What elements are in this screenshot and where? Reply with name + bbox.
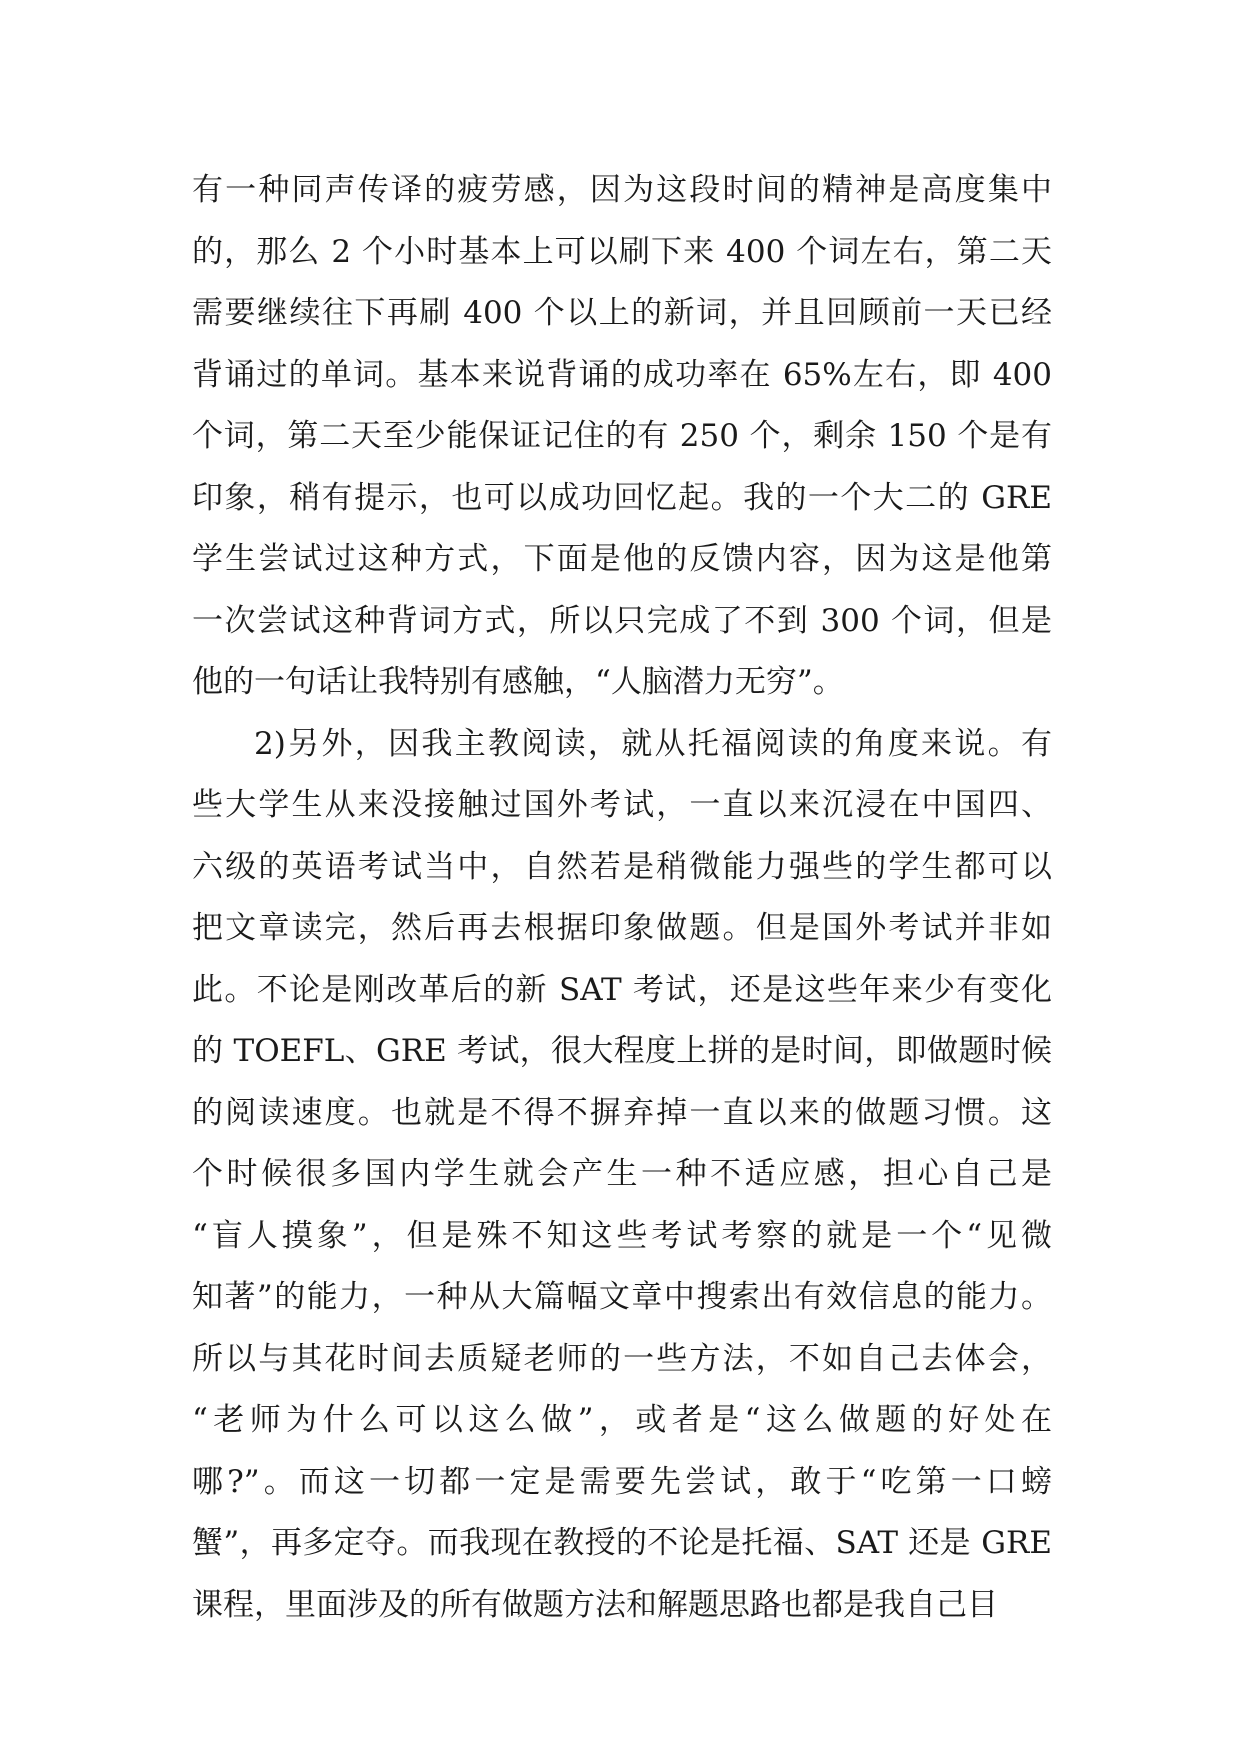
text-line: 2)另外，因我主教阅读，就从托福阅读的角度来说。有 [254, 725, 1052, 762]
text-line: 有一种同声传译的疲劳感，因为这段时间的精神是高度集中 [192, 172, 1052, 208]
text-line: 课程，里面涉及的所有做题方法和解题思路也都是我自己目 [192, 1586, 998, 1623]
text-line: 六级的英语考试当中，自然若是稍微能力强些的学生都可以 [192, 848, 1052, 885]
text-line: 个词，第二天至少能保证记住的有 250 个，剩余 150 个是有 [192, 418, 1052, 454]
text-line: 的 TOEFL、GRE 考试，很大程度上拼的是时间，即做题时候 [192, 1033, 1052, 1069]
text-line: 的阅读速度。也就是不得不摒弃掉一直以来的做题习惯。这 [192, 1094, 1052, 1131]
text-line: 哪?”。而这一切都一定是需要先尝试，敢于“吃第一口螃 [192, 1463, 1052, 1500]
text-line: “盲人摸象”，但是殊不知这些考试考察的就是一个“见微 [192, 1217, 1052, 1254]
text-line: 些大学生从来没接触过国外考试，一直以来沉浸在中国四、 [192, 787, 1052, 823]
body-text [192, 160, 1052, 1636]
text-line: 此。不论是刚改革后的新 SAT 考试，还是这些年来少有变化 [192, 971, 1052, 1008]
text-line: 学生尝试过这种方式，下面是他的反馈内容，因为这是他第 [192, 541, 1052, 577]
text-line: 一次尝试这种背词方式，所以只完成了不到 300 个词，但是 [192, 602, 1052, 639]
text-line: 所以与其花时间去质疑老师的一些方法，不如自己去体会， [192, 1340, 1052, 1377]
text-line: 印象，稍有提示，也可以成功回忆起。我的一个大二的 GRE [192, 479, 1052, 516]
text-line: 蟹”，再多定夺。而我现在教授的不论是托福、SAT 还是 GRE [192, 1525, 1052, 1561]
text-line: 个时候很多国内学生就会产生一种不适应感，担心自己是 [192, 1156, 1052, 1192]
text-line: 的，那么 2 个小时基本上可以刷下来 400 个词左右，第二天 [192, 233, 1052, 270]
text-line: 需要继续往下再刷 400 个以上的新词，并且回顾前一天已经 [192, 295, 1052, 331]
text-line: 背诵过的单词。基本来说背诵的成功率在 65%左右，即 400 [192, 356, 1052, 393]
text-line: “老师为什么可以这么做”，或者是“这么做题的好处在 [192, 1402, 1052, 1438]
text-line: 知著”的能力，一种从大篇幅文章中搜索出有效信息的能力。 [192, 1279, 1052, 1315]
text-line: 他的一句话让我特别有感触，“人脑潜力无穷”。 [192, 664, 844, 700]
text-line: 把文章读完，然后再去根据印象做题。但是国外考试并非如 [192, 910, 1052, 946]
